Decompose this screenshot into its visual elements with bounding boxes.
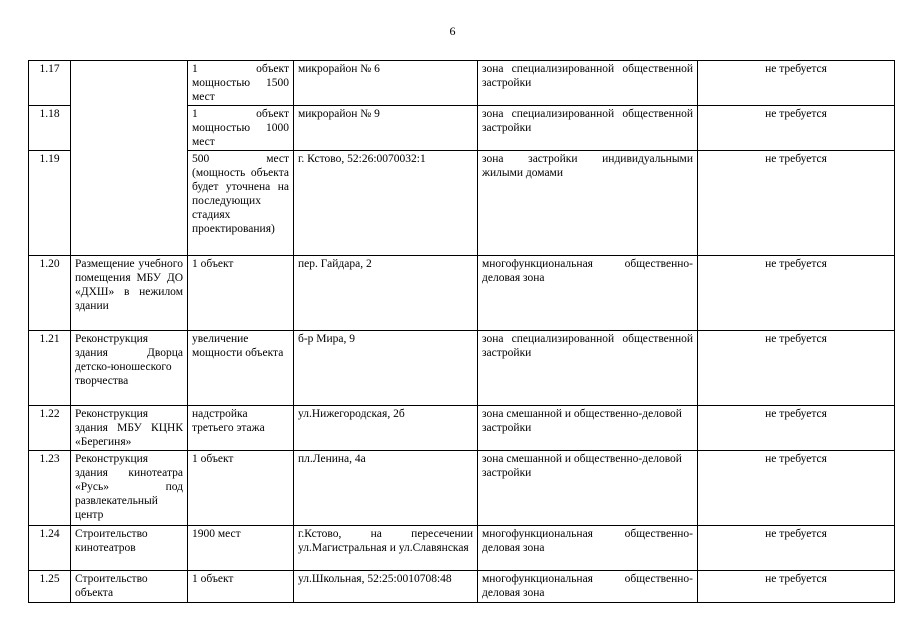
row-location: г. Кстово, 52:26:0070032:1 <box>294 151 478 256</box>
row-location: микрорайон № 9 <box>294 106 478 151</box>
row-location: ул.Школьная, 52:25:0010708:48 <box>294 571 478 603</box>
row-requirement: не требуется <box>698 151 895 256</box>
row-location: ул.Нижегородская, 2б <box>294 406 478 451</box>
row-zone: многофункциональная общественно-деловая зона <box>478 526 698 571</box>
row-capacity: 1 объект мощностью 1500 мест <box>188 61 294 106</box>
row-zone: зона специализированной общественной застройки <box>478 106 698 151</box>
row-name: Строительство объекта <box>71 571 188 603</box>
row-zone: многофункциональная общественно-деловая зона <box>478 571 698 603</box>
row-name <box>71 61 188 256</box>
row-number: 1.23 <box>29 451 71 526</box>
row-capacity: надстройка третьего этажа <box>188 406 294 451</box>
table-row <box>29 256 895 331</box>
row-capacity: увеличение мощности объекта <box>188 331 294 406</box>
row-capacity: 500 мест (мощность объекта будет уточнена на последующих стадиях проектирования) <box>188 151 294 256</box>
page-number: 6 <box>449 24 456 38</box>
row-zone: зона специализированной общественной застройки <box>478 61 698 106</box>
table-row <box>29 526 895 571</box>
row-requirement: не требуется <box>698 571 895 603</box>
row-number: 1.25 <box>29 571 71 603</box>
row-location: пл.Ленина, 4а <box>294 451 478 526</box>
row-name: Размещение учебного помещения МБУ ДО «ДХШ» в нежилом здании <box>71 256 188 331</box>
row-requirement: не требуется <box>698 451 895 526</box>
row-number: 1.24 <box>29 526 71 571</box>
row-number: 1.20 <box>29 256 71 331</box>
row-requirement: не требуется <box>698 256 895 331</box>
row-requirement: не требуется <box>698 331 895 406</box>
row-name: Реконструкция здания Дворца детско-юношеского творчества <box>71 331 188 406</box>
row-zone: зона специализированной общественной застройки <box>478 331 698 406</box>
row-zone: зона смешанной и общественно-деловой застройки <box>478 451 698 526</box>
row-location: пер. Гайдара, 2 <box>294 256 478 331</box>
row-number: 1.19 <box>29 151 71 256</box>
table-row <box>29 61 895 106</box>
row-zone: многофункциональная общественно-деловая зона <box>478 256 698 331</box>
row-location: микрорайон № 6 <box>294 61 478 106</box>
row-zone: зона застройки индивидуальными жилыми домами <box>478 151 698 256</box>
row-capacity: 1 объект мощностью 1000 мест <box>188 106 294 151</box>
row-capacity: 1 объект <box>188 256 294 331</box>
row-location: б-р Мира, 9 <box>294 331 478 406</box>
row-requirement: не требуется <box>698 406 895 451</box>
row-requirement: не требуется <box>698 526 895 571</box>
row-capacity: 1 объект <box>188 571 294 603</box>
table-row <box>29 451 895 526</box>
row-number: 1.18 <box>29 106 71 151</box>
row-capacity: 1 объект <box>188 451 294 526</box>
row-requirement: не требуется <box>698 61 895 106</box>
row-number: 1.22 <box>29 406 71 451</box>
row-zone: зона смешанной и общественно-деловой застройки <box>478 406 698 451</box>
row-name: Реконструкция здания МБУ КЦНК «Берегиня» <box>71 406 188 451</box>
row-capacity: 1900 мест <box>188 526 294 571</box>
table-row <box>29 406 895 451</box>
row-name: Реконструкция здания кинотеатра «Русь» под развлекательный центр <box>71 451 188 526</box>
row-name: Строительство кинотеатров <box>71 526 188 571</box>
table-row <box>29 571 895 603</box>
row-number: 1.21 <box>29 331 71 406</box>
row-location: г.Кстово, на пересечении ул.Магистральная и ул.Славянская <box>294 526 478 571</box>
objects-table <box>28 60 895 603</box>
row-number: 1.17 <box>29 61 71 106</box>
row-requirement: не требуется <box>698 106 895 151</box>
table-row <box>29 331 895 406</box>
